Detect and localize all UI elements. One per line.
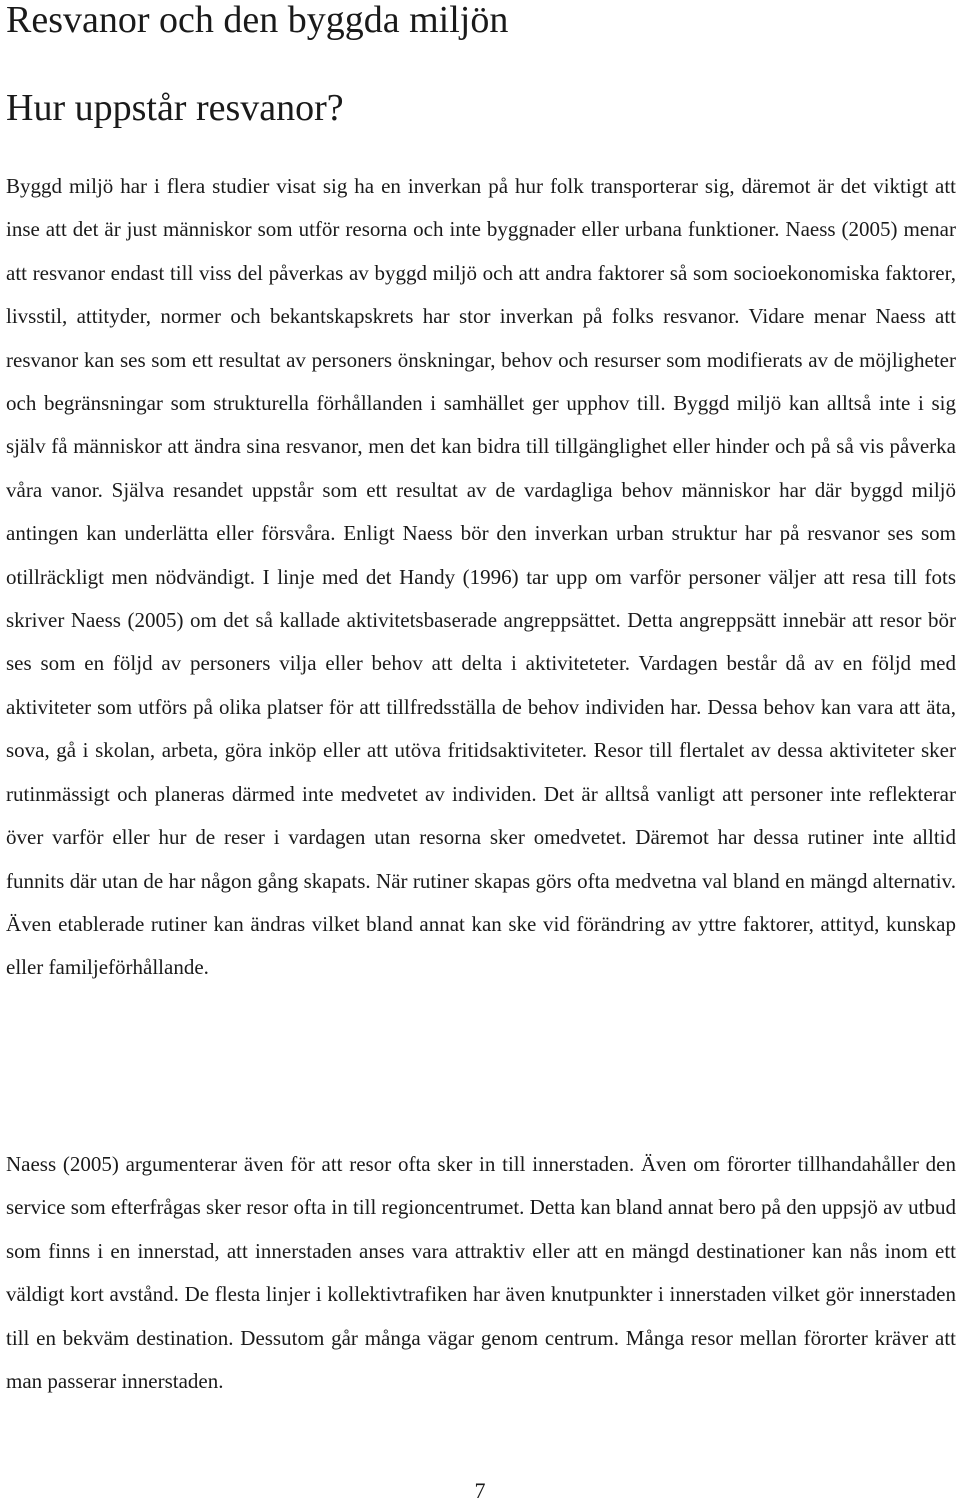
page-number: 7: [474, 1478, 486, 1503]
body-paragraph: Byggd miljö har i flera studier visat sig ha en inverkan på hur folk transporterar sig, däremot är det viktigt att inse att det är just människor som utför resorna och inte byggnader eller urbana funktioner. Naess (2005) menar att resvanor endast till viss del påverkas av byggd miljö och att andra faktorer så som socioekonomiska faktorer, livsstil, attityder, normer och bekantskapskrets har stor inverkan på folks resvanor. Vidare menar Naess att resvanor kan ses som ett resultat av personers önskningar, behov och resurser som modifierats av de möjligheter och begränsningar som strukturella förhållanden i samhället ger upphov till. Byggd miljö kan alltså inte i sig själv få människor att ändra sina resvanor, men det kan bidra till tillgänglighet eller hinder och på så vis påverka våra vanor. Själva resandet uppstår som ett resultat av de vardagliga behov människor har där byggd miljö antingen kan underlätta eller försvåra. Enligt Naess bör den inverkan urban struktur har på resvanor ses som otillräckligt men nödvändigt. I linje med det Handy (1996) tar upp om varför personer väljer att resa till fots skriver Naess (2005) om det så kallade aktivitetsbaserade angreppsättet. Detta angreppsätt innebär att resor bör ses som en följd av personers vilja eller behov att delta i aktiviteteter. Vardagen består då av en följd med aktiviteter som utförs på olika platser för att tillfredsställa de behov individen har. Dessa behov kan vara att äta, sova, gå i skolan, arbeta, göra inköp eller att utöva fritidsaktiviteter. Resor till flertalet av dessa aktiviteter sker rutinmässigt och planeras därmed inte medvetet av individen. Det är alltså vanligt att personer inte reflekterar över varför eller hur de reser i vardagen utan resorna sker omedvetet. Däremot har dessa rutiner inte alltid funnits där utan de har någon gång skapats. När rutiner skapas görs ofta medvetna val bland en mängd alternativ. Även etablerade rutiner kan ändras vilket bland annat kan ske vid förändring av yttre faktorer, attityd, kunskap eller familjeförhållande.: [6, 174, 956, 980]
document-title: Resvanor och den byggda miljön: [6, 0, 509, 41]
body-paragraph: Naess (2005) argumenterar även för att resor ofta sker in till innerstaden. Även om förorter tillhandahåller den service som efterfrågas sker resor ofta in till regioncentrumet. Detta kan bland annat bero på den uppsjö av utbud som finns i en innerstad, att innerstaden anses vara attraktiv eller att en mängd destinationer kan nås inom ett väldigt kort avstånd. De flesta linjer i kollektivtrafiken har även knutpunkter i innerstaden vilket gör innerstaden till en bekväm destination. Dessutom går många vägar genom centrum. Många resor mellan förorter kräver att man passerar innerstaden.: [6, 1152, 956, 1394]
section-heading: Hur uppstår resvanor?: [6, 87, 344, 129]
